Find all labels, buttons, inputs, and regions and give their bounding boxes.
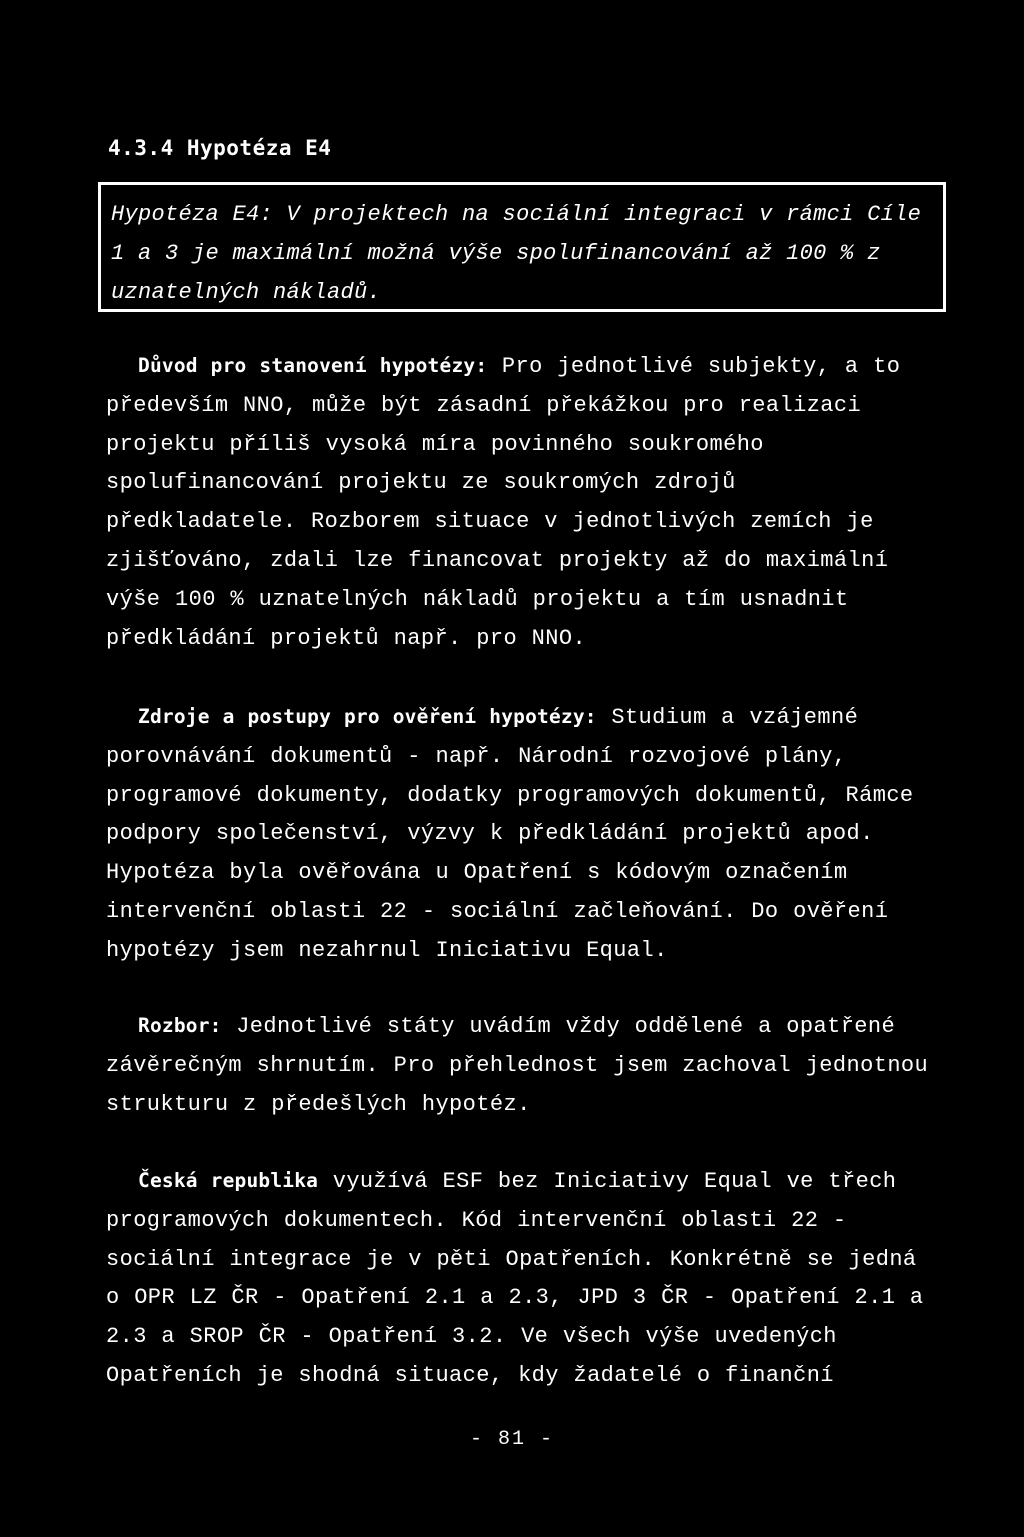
paragraph-czech-republic	[106, 1162, 936, 1396]
paragraph-reason-text: Pro jednotlivé subjekty, a to především NNO, může být zásadní překážkou pro realizaci projektu příliš vysoká míra povinného soukromého spolufinancování projektu ze soukromých zdrojů předkladatele. Rozborem situace v jednotlivých zemích je zjišťováno, zdali lze financovat projekty až do maximální výše 100 % uznatelných nákladů projektu a tím usnadnit předkládání projektů např. pro NNO.	[106, 354, 901, 651]
paragraph-sources-label: Zdroje a postupy pro ověření hypotézy:	[138, 705, 597, 728]
paragraph-analysis-label: Rozbor:	[138, 1014, 222, 1037]
paragraph-reason-label: Důvod pro stanovení hypotézy:	[138, 354, 488, 377]
paragraph-czech-republic-text: využívá ESF bez Iniciativy Equal ve třech programových dokumentech. Kód intervenční oblasti 22 - sociální integrace je v pěti Opatřeních. Konkrétně se jedná o OPR LZ ČR - Opatření 2.1 a 2.3, JPD 3 ČR - Opatření 2.1 a 2.3 a SROP ČR - Opatření 3.2. Ve všech výše uvedených Opatřeních je shodná situace, kdy žadatelé o finanční	[106, 1169, 924, 1388]
section-heading: 4.3.4 Hypotéza E4	[108, 136, 332, 160]
paragraph-sources	[106, 698, 936, 971]
paragraph-czech-republic-label: Česká republika	[138, 1169, 319, 1192]
paragraph-analysis	[106, 1007, 936, 1124]
paragraph-sources-text: Studium a vzájemné porovnávání dokumentů - např. Národní rozvojové plány, programové dokumenty, dodatky programových dokumentů, Rámce podpory společenství, výzvy k předkládání projektů apod. Hypotéza byla ověřována u Opatření s kódovým označením intervenční oblasti 22 - sociální začleňování. Do ověření hypotézy jsem nezahrnul Iniciativu Equal.	[106, 705, 914, 963]
paragraph-reason	[106, 347, 936, 658]
hypothesis-text: Hypotéza E4: V projektech na sociální integraci v rámci Cíle 1 a 3 je maximální možná výše spolufinancování až 100 % z uznatelných nákladů.	[111, 202, 922, 305]
paragraph-analysis-text: Jednotlivé státy uvádím vždy oddělené a opatřené závěrečným shrnutím. Pro přehlednost jsem zachoval jednotnou strukturu z předešlých hypotéz.	[106, 1014, 929, 1117]
page-number: - 81 -	[469, 1428, 554, 1451]
hypothesis-box	[98, 182, 946, 312]
